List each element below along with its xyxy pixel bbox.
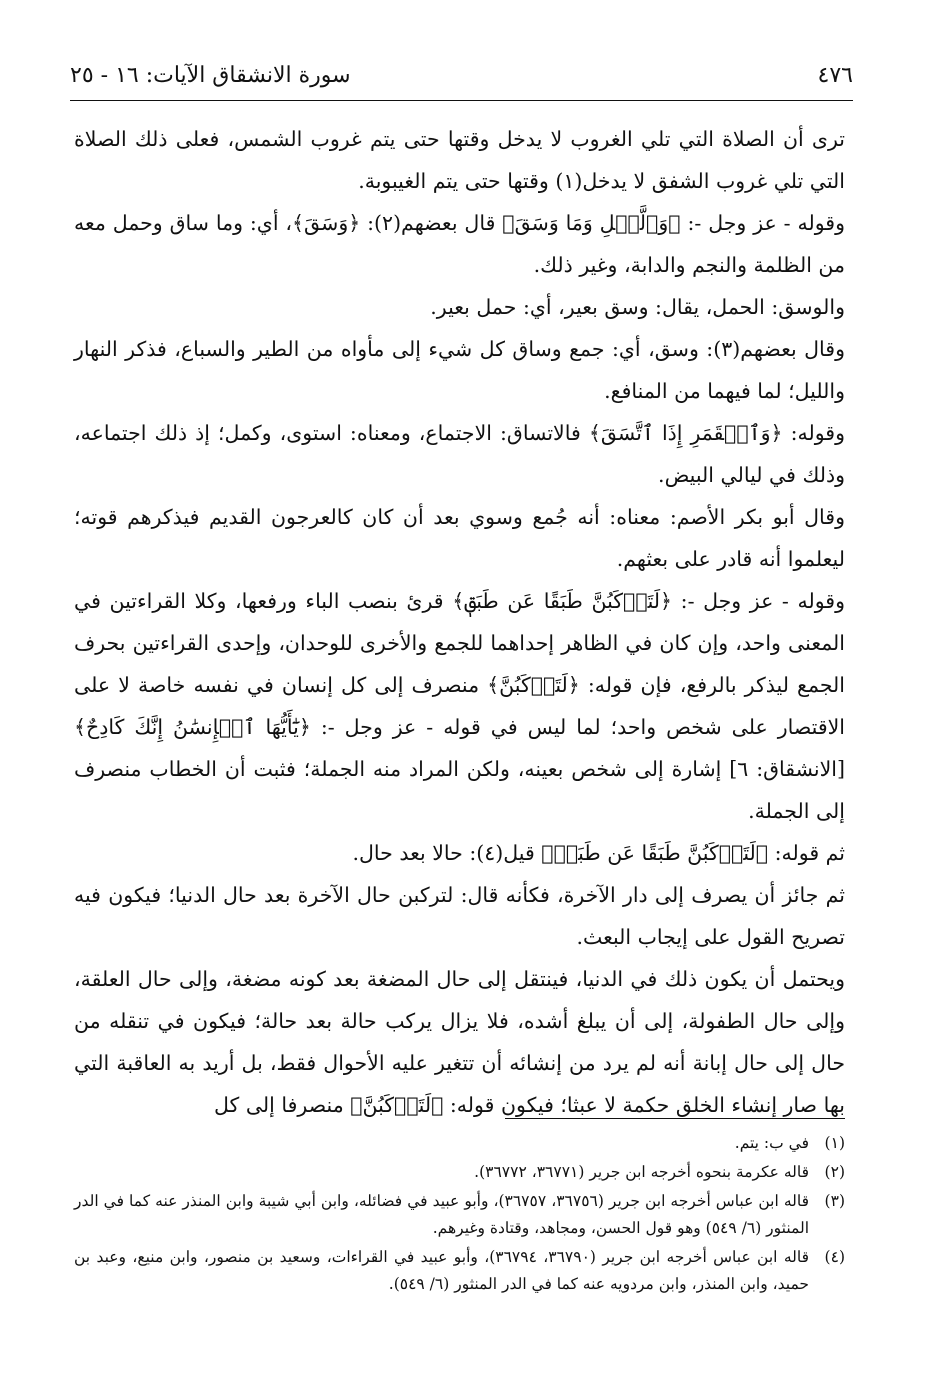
footnote-number: (٣): [824, 1192, 845, 1210]
paragraph: وقوله - عز وجل -: ﴿لَتَرۡكَبُنَّ طَبَقًا عَن طَبَقٖ﴾ قرئ بنصب الباء ورفعها، وكلا القراءتين في المعنى واحد، وإن كان في الظاهر إحداهما للجمع والأخرى للوحدان، وإحدى القراءتين بحرف الجمع ليذكر بالرفع، فإن قوله: ﴿لَتَرۡكَبُنَّ﴾ منصرف إلى كل إنسان في نفسه خاصة لا على الاقتصار على شخص واحد؛ لما ليس في قوله - عز وجل -: ﴿يَٰٓأَيُّهَا ٱلۡإِنسَٰنُ إِنَّكَ كَادِحٌ﴾ [الانشقاق: ٦] إشارة إلى شخص بعينه، ولكن المراد منه الجملة؛ فثبت أن الخطاب منصرف إلى الجملة.: [74, 589, 846, 823]
footnote-item: [74, 1244, 845, 1298]
footnote-divider: [505, 1118, 845, 1119]
paragraph: وقوله - عز وجل -: ﴿وَٱلَّيۡلِ وَمَا وَسَقَ﴾ قال بعضهم(٢): ﴿وَسَقَ﴾، أي: وما ساق وحمل معه من الظلمة والنجم والدابة، وغير ذلك.: [74, 211, 845, 277]
paragraph: ترى أن الصلاة التي تلي الغروب لا يدخل وقتها حتى يتم غروب الشمس، فعلى ذلك الصلاة التي تلي غروب الشفق لا يدخل(١) وقتها حتى يتم الغيبوبة.: [74, 127, 845, 193]
footnote-text: قاله ابن عباس أخرجه ابن جرير (٣٦٧٥٦، ٣٦٧٥٧)، وأبو عبيد في فضائله، وابن أبي شيبة وابن المنذر عنه كما في الدر المنثور (٦/ ٥٤٩) وهو قول الحسن، ومجاهد، وقتادة وغيرهم.: [74, 1192, 809, 1237]
paragraph: ثم جائز أن يصرف إلى دار الآخرة، فكأنه قال: لتركبن حال الآخرة بعد حال الدنيا؛ فيكون فيه تصريح القول على إيجاب البعث.: [74, 883, 845, 949]
paragraph: ثم قوله: ﴿لَتَرۡكَبُنَّ طَبَقًا عَن طَبَقٖ﴾ قيل(٤): حالا بعد حال.: [352, 841, 845, 865]
footnote-number: (١): [824, 1134, 845, 1152]
paragraph: وقوله: ﴿وَٱلۡقَمَرِ إِذَا ٱتَّسَقَ﴾ فالاتساق: الاجتماع، ومعناه: استوى، وكمل؛ إذ ذلك اجتماعه، وذلك في ليالي البيض.: [74, 421, 845, 487]
footnote-text: قاله ابن عباس أخرجه ابن جرير (٣٦٧٩٠، ٣٦٧٩٤)، وأبو عبيد في القراءات، وسعيد بن منصور، وابن منيع، وعبد بن حميد، وابن المنذر، وابن مردويه عنه كما في الدر المنثور (٦/ ٥٤٩).: [74, 1248, 809, 1293]
paragraph: والوسق: الحمل، يقال: وسق بعير، أي: حمل بعير.: [430, 295, 845, 319]
footnote-text: قاله عكرمة بنحوه أخرجه ابن جرير (٣٦٧٧١، ٣٦٧٧٢).: [474, 1163, 809, 1181]
footnote-item: [74, 1159, 845, 1186]
running-title: سورة الانشقاق الآيات: ١٦ - ٢٥: [70, 62, 351, 88]
header-divider: [70, 100, 853, 101]
paragraph: ويحتمل أن يكون ذلك في الدنيا، فينتقل إلى حال المضغة بعد كونه مضغة، وإلى حال العلقة، وإلى حال الطفولة، إلى أن يبلغ أشده، فلا يزال يركب حالة بعد حالة؛ فيكون في تنقله من حال إلى حال إبانة أنه لم يرد من إنشائه أن تتغير عليه الأحوال فقط، بل أريد به العاقبة التي بها صار إنشاء الخلق حكمة لا عبثا؛ فيكون قوله: ﴿لَتَرۡكَبُنَّ﴾ منصرفا إلى كل: [74, 967, 845, 1117]
footnote-number: (٤): [824, 1248, 845, 1266]
footnote-item: [74, 1130, 845, 1157]
paragraph: وقال بعضهم(٣): وسق، أي: جمع وساق كل شيء إلى مأواه من الطير والسباع، فذكر النهار والليل؛ لما فيهما من المنافع.: [74, 337, 845, 403]
paragraph: وقال أبو بكر الأصم: معناه: أنه جُمع وسوي بعد أن كان كالعرجون القديم فيذكرهم قوته؛ ليعلموا أنه قادر على بعثهم.: [74, 505, 845, 571]
footnote-number: (٢): [824, 1163, 845, 1181]
main-text: [74, 118, 845, 1126]
page-number: ٤٧٦: [817, 62, 853, 88]
footnotes: [74, 1130, 845, 1300]
page-header: [70, 55, 853, 95]
footnote-text: في ب: يتم.: [734, 1134, 809, 1152]
footnote-item: [74, 1188, 845, 1242]
